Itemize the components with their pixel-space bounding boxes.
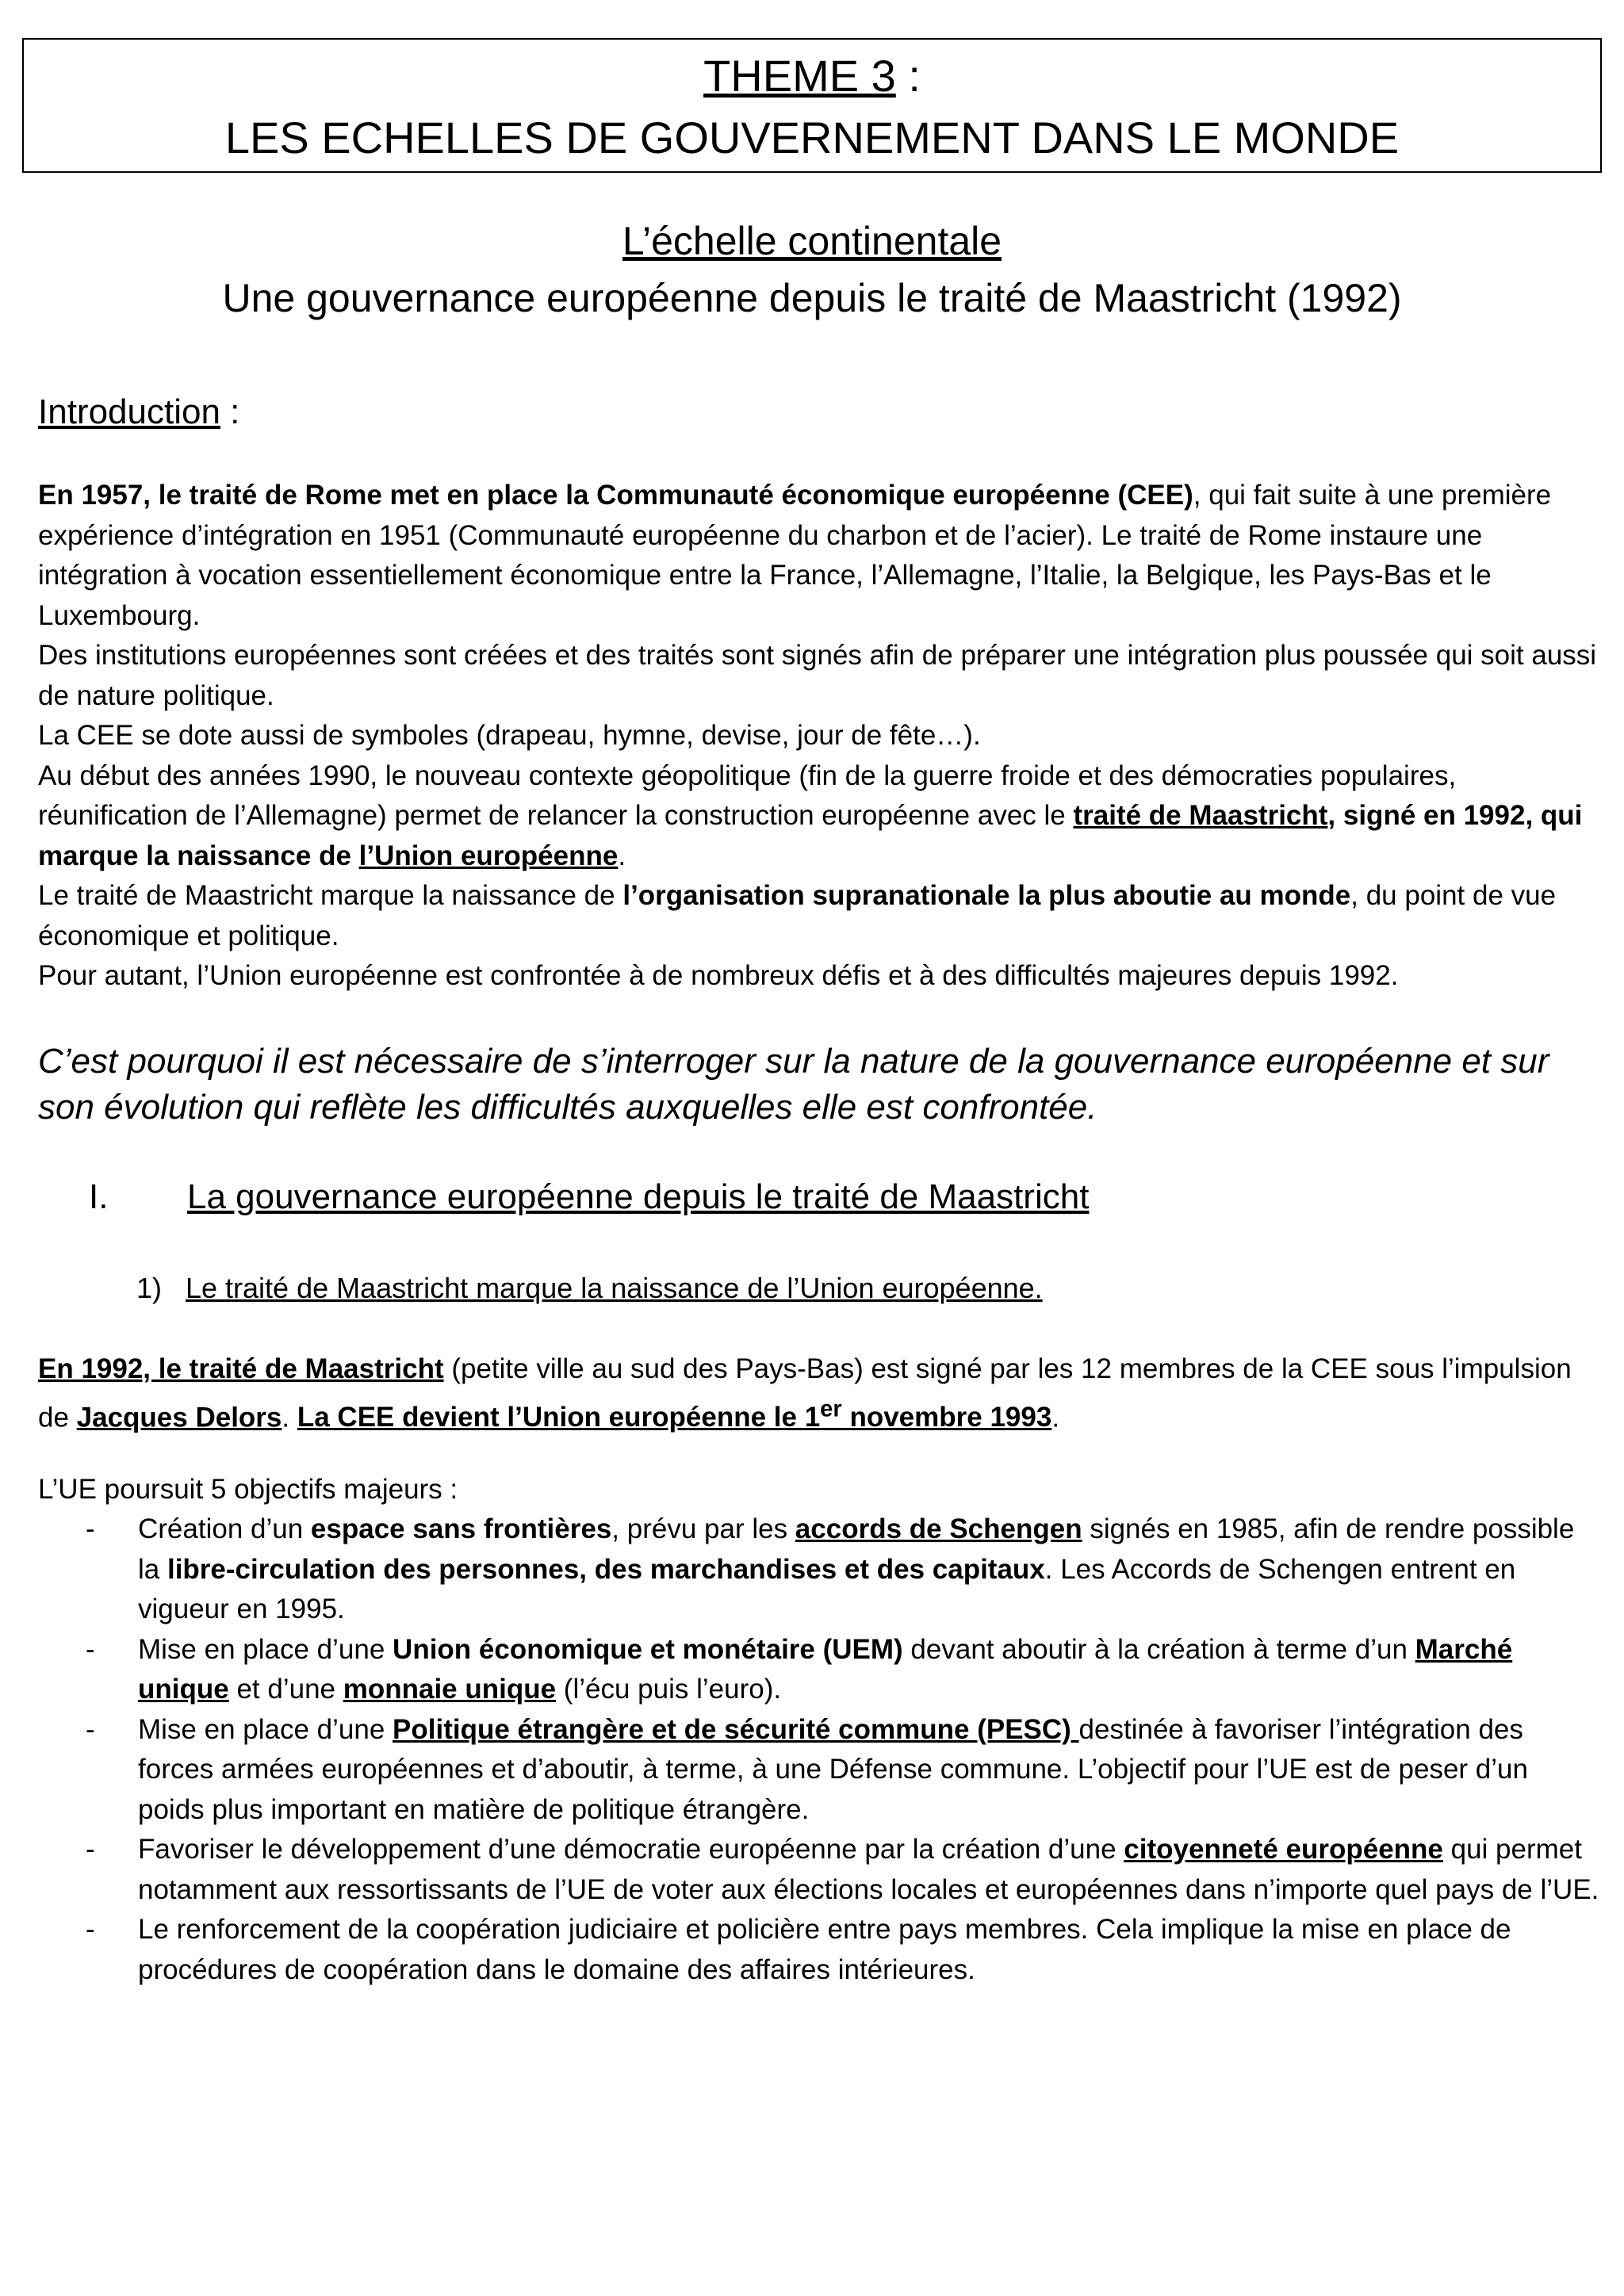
intro-p4-maastricht: traité de Maastricht	[1073, 800, 1328, 831]
objectives-intro: L’UE poursuit 5 objectifs majeurs :	[38, 1474, 458, 1505]
item3-text-1: Mise en place d’une	[138, 1713, 393, 1745]
objectives-list	[38, 1510, 1600, 1990]
intro-colon: :	[220, 392, 240, 431]
item1-text-1: Création d’un	[138, 1513, 311, 1544]
intro-p1-text: , qui fait suite à une première expérience d’intégration en 1951 (Communauté européenne du charbon et de l’acier). Le traité de Rome instaure une intégration à vocation essentiellement économique entre la France, l’Allemagne, l’Italie, la Belgique, les Pays-Bas et le Luxembourg.	[38, 480, 1552, 631]
item2-market: Marché unique	[138, 1633, 1513, 1705]
theme-colon: :	[895, 51, 921, 101]
item3-pesc: Politique étrangère et de sécurité commune (PESC)	[393, 1713, 1079, 1745]
subtitle-governance: Une gouvernance européenne depuis le traité de Maastricht (1992)	[222, 276, 1402, 320]
theme-title: LES ECHELLES DE GOUVERNEMENT DANS LE MONDE	[224, 113, 1400, 163]
item5-text: Le renforcement de la coopération judiciaire et policière entre pays membres. Cela implique la mise en place de procédures de coopération dans le domaine des affaires intérieures.	[138, 1914, 1511, 1985]
subtitle-scale-text: L’échelle continentale	[622, 219, 1002, 263]
section-heading	[89, 1173, 1089, 1221]
maastricht-delors: Jacques Delors	[76, 1402, 282, 1433]
list-item	[38, 1710, 1600, 1831]
item1-bold-2: libre-circulation des personnes, des marchandises et des capitaux	[167, 1553, 1045, 1585]
item2-text-3: et d’une	[228, 1674, 343, 1705]
intro-p1-bold: En 1957, le traité de Rome met en place la Communauté économique européenne (CEE)	[38, 480, 1193, 511]
intro-p6: Pour autant, l’Union européenne est confrontée à de nombreux défis et à des difficultés majeures depuis 1992.	[38, 960, 1399, 991]
item2-text-4: (l’écu puis l’euro).	[556, 1674, 782, 1705]
maastricht-cee-text: La CEE devient l’Union européenne le 1	[297, 1402, 821, 1433]
list-item	[38, 1630, 1600, 1710]
subsection-number: 1)	[136, 1272, 163, 1304]
subsection-title: Le traité de Maastricht marque la naissance de l’Union européenne.	[186, 1272, 1043, 1304]
intro-p5-bold: l’organisation supranationale la plus aboutie au monde	[622, 880, 1351, 911]
maastricht-paragraph	[38, 1349, 1600, 1438]
item4-citizenship: citoyenneté européenne	[1124, 1834, 1443, 1865]
subsection-heading	[136, 1269, 1043, 1308]
intro-p4-bold: , signé en 1992, qui marque la naissance de	[38, 800, 1583, 871]
item1-text-3: signés en 1985, afin de rendre possible la	[138, 1513, 1575, 1585]
intro-p4-end: .	[618, 840, 626, 871]
intro-p4-union: l’Union européenne	[358, 840, 619, 871]
maastricht-date: En 1992, le traité de Maastricht	[38, 1353, 444, 1384]
list-dash: -	[86, 1713, 95, 1745]
intro-p1	[38, 476, 1600, 636]
item2-text-2: devant aboutir à la création à terme d’un	[902, 1633, 1415, 1665]
list-item	[38, 1510, 1600, 1630]
intro-p5-end: , du point de vue économique et politique.	[38, 880, 1557, 951]
maastricht-end: .	[1051, 1402, 1060, 1433]
item2-text-1: Mise en place d’une	[138, 1633, 393, 1665]
list-dash: -	[86, 1834, 95, 1865]
item1-bold-1: espace sans frontières	[310, 1513, 612, 1544]
intro-p4	[38, 756, 1600, 877]
maastricht-text: (petite ville au sud des Pays-Bas) est signé par les 12 membres de la CEE sous l’impulsion de	[38, 1353, 1572, 1433]
list-item	[38, 1910, 1600, 1990]
problem-question: C’est pourquoi il est nécessaire de s’interroger sur la nature de la gouvernance européenne et sur son évolution qui reflète les difficultés auxquelles elle est confrontée.	[38, 1042, 1549, 1127]
section-number: I.	[89, 1177, 109, 1216]
intro-heading	[38, 388, 239, 436]
item4-text-1: Favoriser le développement d’une démocratie européenne par la création d’une	[138, 1834, 1124, 1865]
item1-schengen: accords de Schengen	[795, 1513, 1082, 1544]
intro-p2: Des institutions européennes sont créées et des traités sont signés afin de préparer une intégration plus poussée qui soit aussi de nature politique.	[38, 640, 1597, 711]
maastricht-cee-date: novembre 1993	[841, 1402, 1052, 1433]
intro-p5-text: Le traité de Maastricht marque la naissance de	[38, 880, 623, 911]
subtitle-scale	[0, 216, 1624, 266]
intro-paragraph	[38, 476, 1600, 997]
list-item	[38, 1830, 1600, 1910]
item1-text-4: . Les Accords de Schengen entrent en vigueur en 1995.	[138, 1553, 1516, 1624]
intro-heading-text: Introduction	[38, 392, 220, 431]
intro-p5	[38, 876, 1600, 956]
section-title: La gouvernance européenne depuis le traité de Maastricht	[187, 1177, 1090, 1216]
theme-heading	[24, 48, 1600, 105]
list-dash: -	[86, 1633, 95, 1665]
item2-bold-1: Union économique et monétaire (UEM)	[393, 1633, 903, 1665]
maastricht-cee-sup: er	[820, 1396, 842, 1422]
title-box	[22, 38, 1602, 173]
item3-text-2: destinée à favoriser l’intégration des forces armées européennes et d’aboutir, à terme, à une Défense commune. L’objectif pour l’UE est de peser d’un poids plus important en matière de politique étrangère.	[138, 1713, 1528, 1825]
theme-label: THEME 3	[703, 51, 896, 101]
maastricht-cee	[297, 1396, 1052, 1433]
list-dash: -	[86, 1513, 95, 1544]
item4-text-2: qui permet notamment aux ressortissants de l’UE de voter aux élections locales et européennes dans n’importe quel pays de l’UE.	[138, 1834, 1599, 1905]
item2-currency: monnaie unique	[343, 1674, 557, 1705]
intro-p4-text: Au début des années 1990, le nouveau contexte géopolitique (fin de la guerre froide et des démocraties populaires, réunification de l’Allemagne) permet de relancer la construction européenne avec le	[38, 760, 1457, 831]
item1-text-2: , prévu par les	[611, 1513, 795, 1544]
list-dash: -	[86, 1914, 95, 1945]
intro-p3: La CEE se dote aussi de symboles (drapeau, hymne, devise, jour de fête…).	[38, 720, 981, 751]
maastricht-sep: .	[282, 1402, 297, 1433]
